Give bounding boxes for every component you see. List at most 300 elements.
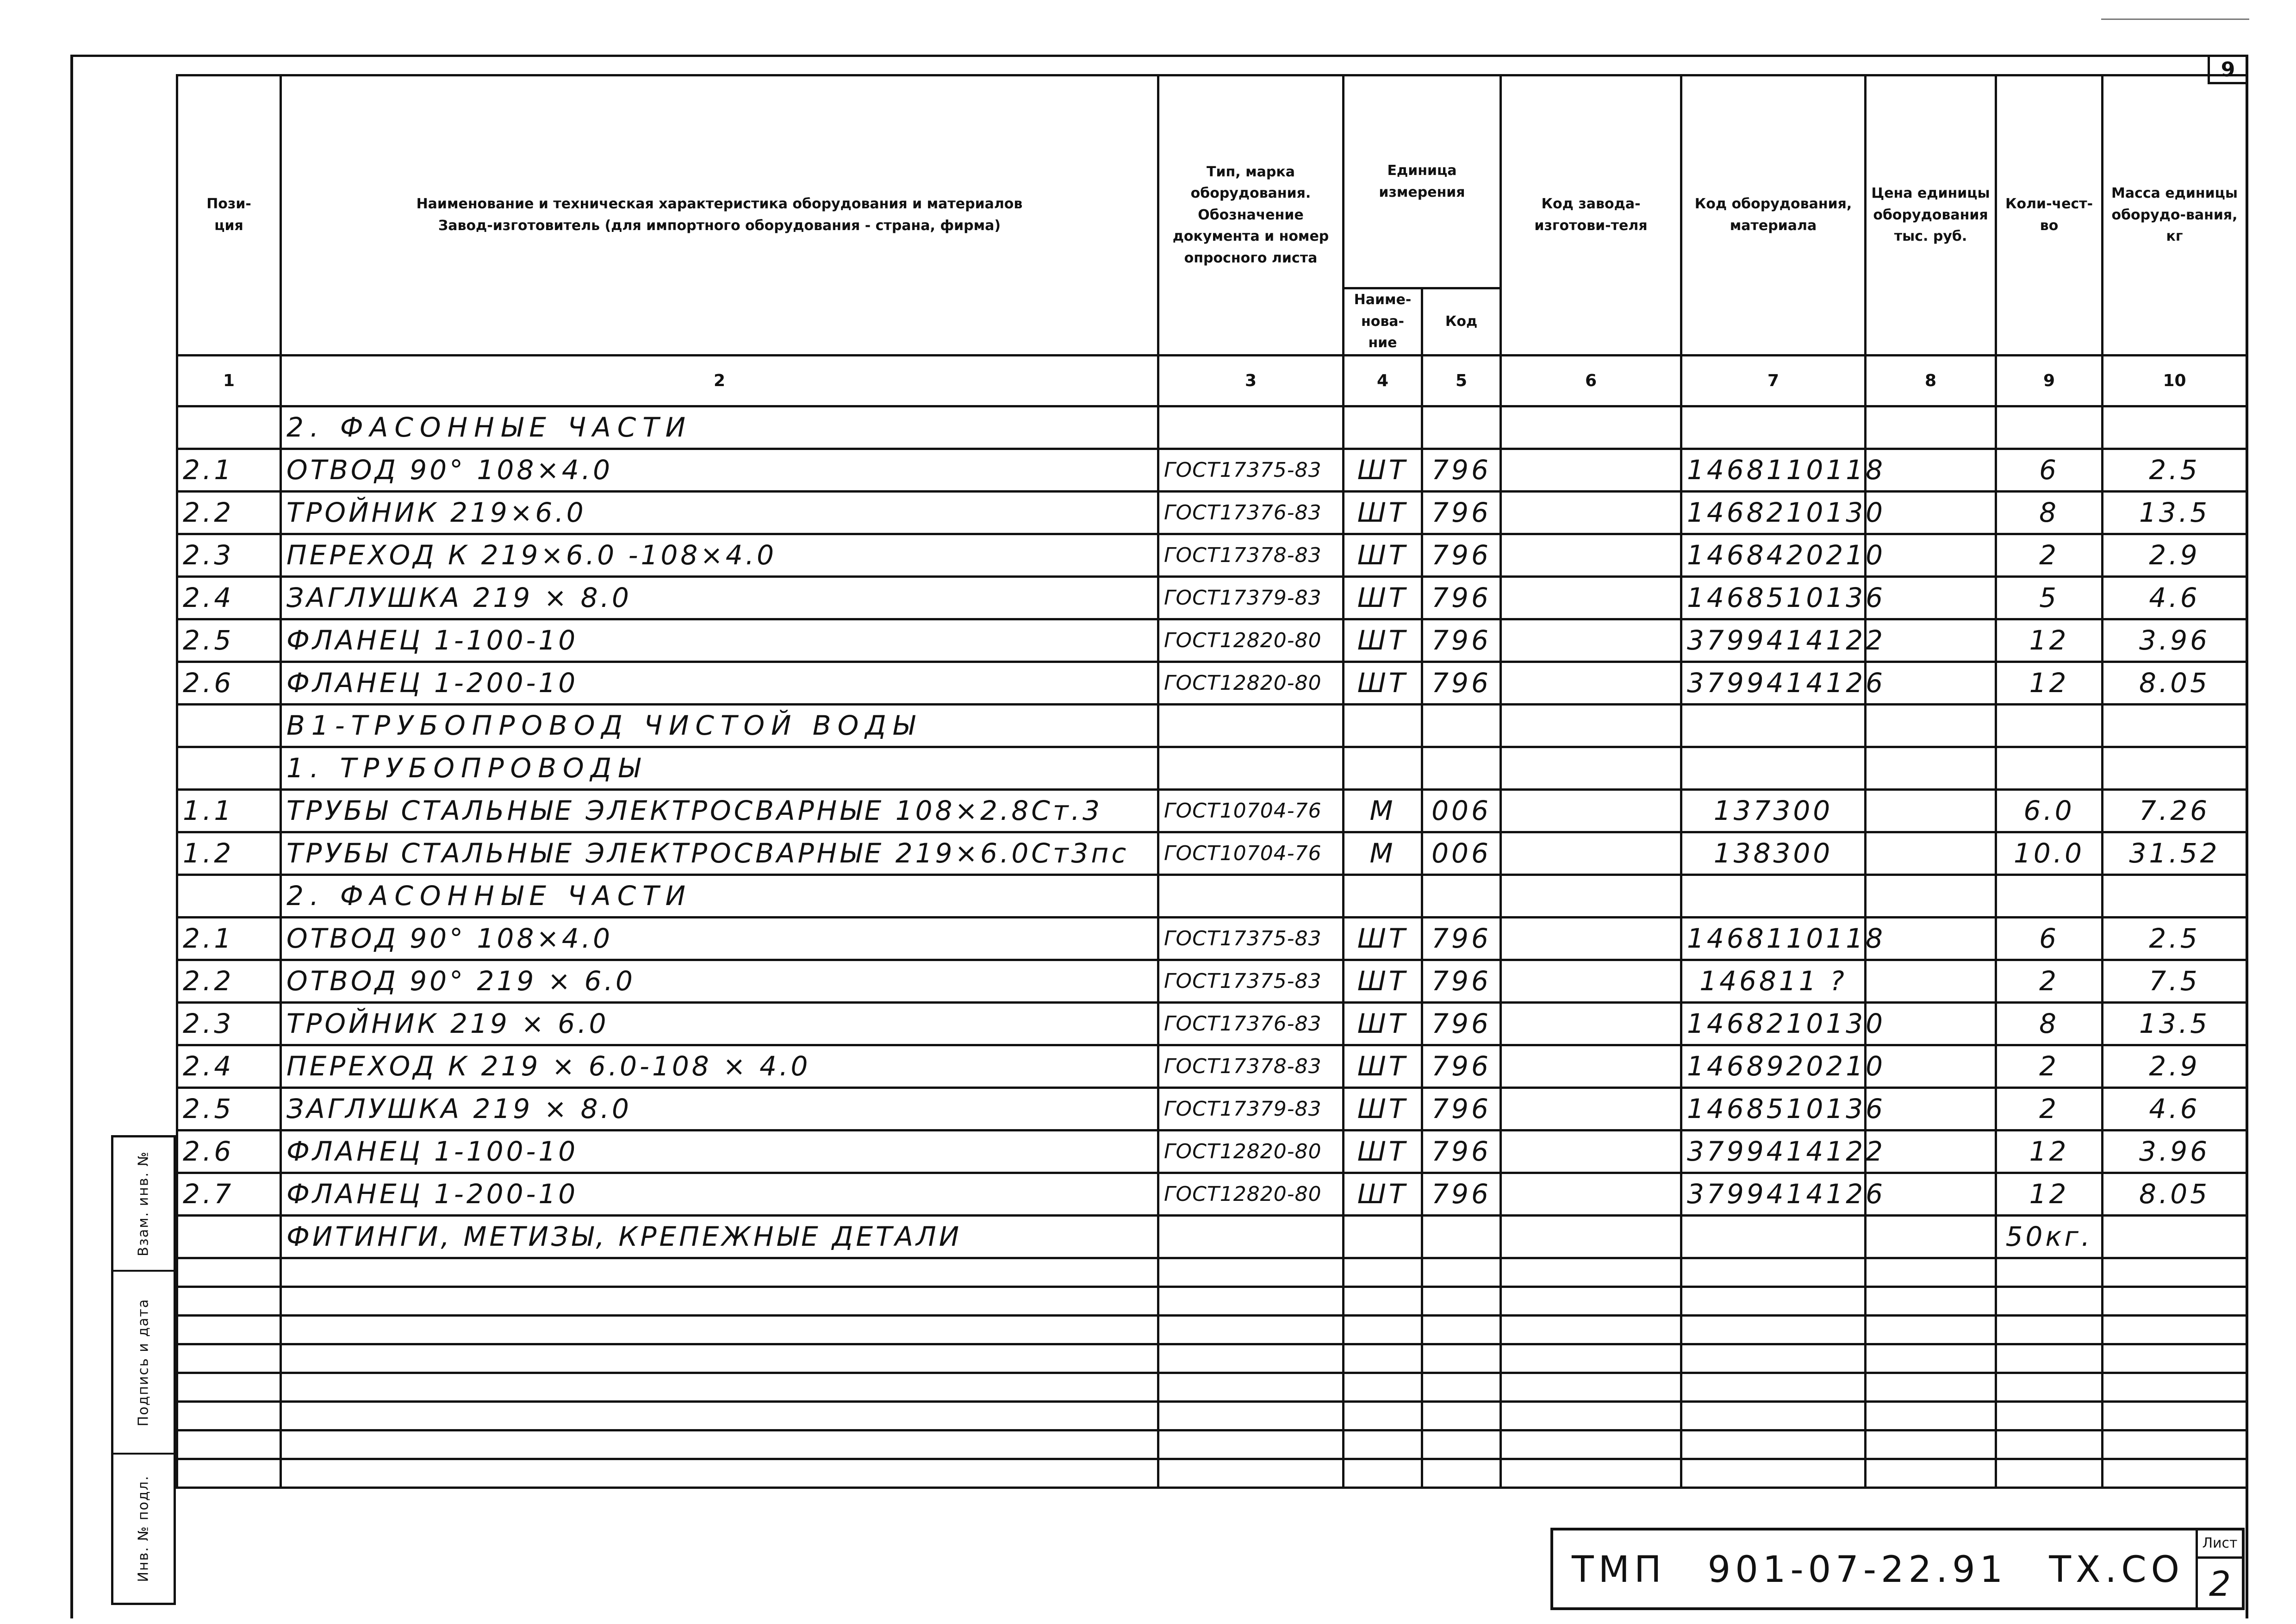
cell-unit-code: [1422, 1215, 1501, 1258]
table-row: [177, 576, 2247, 619]
empty-row: [177, 1373, 2247, 1401]
cell-mass: [2103, 406, 2247, 449]
empty-cell: [177, 1258, 281, 1287]
column-number: 2: [281, 355, 1158, 406]
cell-document: [1158, 1215, 1344, 1258]
cell-name: ФИТИНГИ, МЕТИЗЫ, КРЕПЕЖНЫЕ ДЕТАЛИ: [281, 1215, 1158, 1258]
cell-unit-code: 796: [1422, 576, 1501, 619]
cell-document: ГОСТ17378-83: [1158, 534, 1344, 576]
cell-position: 2.4: [177, 1045, 281, 1087]
empty-cell: [1344, 1430, 1422, 1459]
table-body: [177, 355, 2247, 1487]
cell-equipment-code: [1681, 406, 1866, 449]
cell-unit: М: [1344, 789, 1422, 832]
cell-unit: ШТ: [1344, 1087, 1422, 1130]
empty-cell: [1344, 1344, 1422, 1373]
cell-unit-code: 796: [1422, 534, 1501, 576]
cell-mass: 13.5: [2103, 1002, 2247, 1045]
cell-position: 2.4: [177, 576, 281, 619]
cell-unit-code: 796: [1422, 1002, 1501, 1045]
cell-mass: [2103, 747, 2247, 789]
cell-document: ГОСТ12820-80: [1158, 1130, 1344, 1173]
cell-document: [1158, 406, 1344, 449]
specification-table: [176, 74, 2248, 1489]
cell-equipment-code: 1468510136: [1681, 576, 1866, 619]
header-name: [281, 75, 1158, 356]
empty-cell: [1501, 1373, 1681, 1401]
cell-equipment-code: 3799414126: [1681, 662, 1866, 704]
cell-unit-code: 796: [1422, 662, 1501, 704]
cell-mass: 4.6: [2103, 576, 2247, 619]
cell-name: 2. ФАСОННЫЕ ЧАСТИ: [281, 874, 1158, 917]
empty-cell: [1996, 1401, 2103, 1430]
empty-cell: [1681, 1344, 1866, 1373]
header-name-line2: Завод-изготовитель (для импортного оборудования - страна, фирма): [438, 217, 1001, 234]
cell-unit: ШТ: [1344, 1002, 1422, 1045]
cell-price: [1866, 789, 1996, 832]
cell-equipment-code: 146811 ?: [1681, 960, 1866, 1002]
cell-name: ТРОЙНИК 219×6.0: [281, 491, 1158, 534]
empty-cell: [1866, 1373, 1996, 1401]
empty-cell: [1501, 1459, 1681, 1487]
header-unit-code: Код: [1422, 288, 1501, 356]
cell-mass: 7.26: [2103, 789, 2247, 832]
sheet-label: Лист: [2198, 1530, 2242, 1559]
cell-unit: ШТ: [1344, 576, 1422, 619]
cell-equipment-code: 138300: [1681, 832, 1866, 874]
empty-cell: [1996, 1344, 2103, 1373]
cell-equipment-code: 3799414126: [1681, 1173, 1866, 1215]
empty-cell: [1996, 1430, 2103, 1459]
side-stamp-vzam-cell: [113, 1137, 174, 1272]
table-row: [177, 960, 2247, 1002]
cell-position: 2.2: [177, 491, 281, 534]
column-number: 10: [2103, 355, 2247, 406]
cell-name: ФЛАНЕЦ 1-100-10: [281, 619, 1158, 662]
cell-unit-code: [1422, 704, 1501, 747]
cell-mass: 2.5: [2103, 917, 2247, 960]
cell-quantity: 5: [1996, 576, 2103, 619]
document-prefix: ТМП: [1572, 1549, 1666, 1591]
table-row: [177, 491, 2247, 534]
empty-cell: [1501, 1315, 1681, 1344]
empty-cell: [1866, 1315, 1996, 1344]
cell-unit-code: 796: [1422, 1045, 1501, 1087]
empty-cell: [281, 1430, 1158, 1459]
section-row: [177, 704, 2247, 747]
empty-cell: [1681, 1459, 1866, 1487]
column-number: 4: [1344, 355, 1422, 406]
header-name-line1: Наименование и техническая характеристика оборудования и материалов: [416, 196, 1023, 212]
cell-quantity: 2: [1996, 1087, 2103, 1130]
header-type: Тип, марка оборудования. Обозначение документа и номер опросного листа: [1158, 75, 1344, 356]
cell-unit: М: [1344, 832, 1422, 874]
cell-position: [177, 1215, 281, 1258]
cell-mfr-code: [1501, 1045, 1681, 1087]
cell-unit-code: 796: [1422, 449, 1501, 491]
empty-cell: [2103, 1459, 2247, 1487]
table-row: [177, 619, 2247, 662]
cell-document: ГОСТ17375-83: [1158, 449, 1344, 491]
cell-unit-code: 796: [1422, 917, 1501, 960]
cell-position: 2.5: [177, 1087, 281, 1130]
table-row: [177, 449, 2247, 491]
empty-cell: [1422, 1373, 1501, 1401]
cell-price: [1866, 406, 1996, 449]
side-stamp-podpis-label: Подпись и дата: [135, 1298, 152, 1426]
side-stamp-podpis-cell: [113, 1272, 174, 1455]
cell-mfr-code: [1501, 576, 1681, 619]
scan-mark-line: [2101, 19, 2249, 20]
document-number: 901-07-22.91: [1707, 1549, 2008, 1591]
cell-price: [1866, 874, 1996, 917]
cell-mass: 2.9: [2103, 1045, 2247, 1087]
cell-quantity: 12: [1996, 619, 2103, 662]
empty-cell: [2103, 1373, 2247, 1401]
cell-mfr-code: [1501, 960, 1681, 1002]
empty-cell: [1158, 1344, 1344, 1373]
cell-quantity: 12: [1996, 1130, 2103, 1173]
empty-cell: [1681, 1430, 1866, 1459]
cell-unit: ШТ: [1344, 1045, 1422, 1087]
empty-cell: [1344, 1373, 1422, 1401]
cell-position: 2.7: [177, 1173, 281, 1215]
empty-cell: [281, 1258, 1158, 1287]
empty-cell: [177, 1430, 281, 1459]
empty-row: [177, 1459, 2247, 1487]
cell-unit: [1344, 406, 1422, 449]
empty-cell: [177, 1287, 281, 1315]
empty-cell: [1422, 1401, 1501, 1430]
cell-mass: 3.96: [2103, 619, 2247, 662]
empty-cell: [1158, 1430, 1344, 1459]
cell-document: [1158, 747, 1344, 789]
empty-cell: [1866, 1344, 1996, 1373]
cell-price: [1866, 747, 1996, 789]
cell-unit: ШТ: [1344, 960, 1422, 1002]
side-stamp-vzam-label: Взам. инв. №: [135, 1151, 152, 1256]
cell-position: 2.6: [177, 1130, 281, 1173]
empty-cell: [1681, 1315, 1866, 1344]
cell-equipment-code: 1468110118: [1681, 449, 1866, 491]
cell-equipment-code: [1681, 1215, 1866, 1258]
cell-name: ПЕРЕХОД К 219 × 6.0-108 × 4.0: [281, 1045, 1158, 1087]
cell-position: 2.1: [177, 449, 281, 491]
sheet-number: 2: [2209, 1564, 2231, 1604]
cell-position: 1.1: [177, 789, 281, 832]
empty-cell: [1422, 1287, 1501, 1315]
document-suffix: ТХ.СО: [2049, 1549, 2184, 1591]
empty-cell: [1422, 1344, 1501, 1373]
empty-cell: [1866, 1459, 1996, 1487]
cell-document: [1158, 874, 1344, 917]
cell-unit: [1344, 704, 1422, 747]
empty-cell: [281, 1459, 1158, 1487]
cell-equipment-code: [1681, 874, 1866, 917]
empty-cell: [1344, 1459, 1422, 1487]
cell-position: [177, 704, 281, 747]
cell-name: 1. ТРУБОПРОВОДЫ: [281, 747, 1158, 789]
empty-cell: [177, 1344, 281, 1373]
section-row: [177, 406, 2247, 449]
cell-mass: 2.5: [2103, 449, 2247, 491]
cell-unit-code: 006: [1422, 789, 1501, 832]
cell-name: ФЛАНЕЦ 1-200-10: [281, 1173, 1158, 1215]
empty-cell: [1681, 1287, 1866, 1315]
column-number: 8: [1866, 355, 1996, 406]
empty-cell: [1866, 1258, 1996, 1287]
empty-cell: [177, 1315, 281, 1344]
empty-cell: [1866, 1401, 1996, 1430]
empty-cell: [281, 1287, 1158, 1315]
cell-name: ОТВОД 90° 219 × 6.0: [281, 960, 1158, 1002]
empty-cell: [1681, 1258, 1866, 1287]
cell-equipment-code: 3799414122: [1681, 619, 1866, 662]
cell-quantity: [1996, 704, 2103, 747]
cell-mfr-code: [1501, 747, 1681, 789]
cell-quantity: 6: [1996, 917, 2103, 960]
sheet-marker: 9: [2208, 55, 2248, 84]
cell-position: 2.3: [177, 1002, 281, 1045]
cell-quantity: 6.0: [1996, 789, 2103, 832]
table-row: [177, 1002, 2247, 1045]
empty-row: [177, 1258, 2247, 1287]
cell-document: ГОСТ10704-76: [1158, 789, 1344, 832]
cell-mass: 3.96: [2103, 1130, 2247, 1173]
cell-position: [177, 874, 281, 917]
empty-cell: [1996, 1459, 2103, 1487]
cell-mfr-code: [1501, 1215, 1681, 1258]
empty-cell: [1422, 1459, 1501, 1487]
cell-document: [1158, 704, 1344, 747]
cell-position: 2.2: [177, 960, 281, 1002]
cell-name: ПЕРЕХОД К 219×6.0 -108×4.0: [281, 534, 1158, 576]
cell-position: [177, 747, 281, 789]
cell-mass: 2.9: [2103, 534, 2247, 576]
empty-cell: [177, 1459, 281, 1487]
empty-cell: [1501, 1258, 1681, 1287]
cell-price: [1866, 832, 1996, 874]
side-stamp-inv-cell: [113, 1455, 174, 1603]
cell-quantity: 2: [1996, 1045, 2103, 1087]
cell-unit: ШТ: [1344, 1130, 1422, 1173]
table-row: [177, 1130, 2247, 1173]
cell-quantity: 50кг.: [1996, 1215, 2103, 1258]
cell-unit: ШТ: [1344, 449, 1422, 491]
table-row: [177, 917, 2247, 960]
cell-mass: 13.5: [2103, 491, 2247, 534]
cell-quantity: 2: [1996, 960, 2103, 1002]
empty-cell: [2103, 1401, 2247, 1430]
cell-position: [177, 406, 281, 449]
cell-mfr-code: [1501, 406, 1681, 449]
cell-position: 2.3: [177, 534, 281, 576]
cell-unit-code: [1422, 747, 1501, 789]
cell-equipment-code: 3799414122: [1681, 1130, 1866, 1173]
empty-row: [177, 1430, 2247, 1459]
empty-cell: [1501, 1287, 1681, 1315]
table-row: [177, 832, 2247, 874]
empty-cell: [2103, 1315, 2247, 1344]
empty-cell: [1501, 1344, 1681, 1373]
cell-name: ФЛАНЕЦ 1-200-10: [281, 662, 1158, 704]
cell-name: ОТВОД 90° 108×4.0: [281, 449, 1158, 491]
cell-name: 2. ФАСОННЫЕ ЧАСТИ: [281, 406, 1158, 449]
cell-mass: 8.05: [2103, 1173, 2247, 1215]
cell-quantity: 8: [1996, 1002, 2103, 1045]
cell-mfr-code: [1501, 1087, 1681, 1130]
cell-document: ГОСТ12820-80: [1158, 662, 1344, 704]
cell-document: ГОСТ17375-83: [1158, 917, 1344, 960]
header-price: Цена единицы оборудования тыс. руб.: [1866, 75, 1996, 356]
empty-cell: [1996, 1373, 2103, 1401]
cell-quantity: 8: [1996, 491, 2103, 534]
cell-mass: 7.5: [2103, 960, 2247, 1002]
empty-cell: [1501, 1401, 1681, 1430]
cell-unit: [1344, 1215, 1422, 1258]
cell-unit: ШТ: [1344, 619, 1422, 662]
empty-cell: [2103, 1344, 2247, 1373]
cell-equipment-code: [1681, 704, 1866, 747]
cell-name: ЗАГЛУШКА 219 × 8.0: [281, 1087, 1158, 1130]
cell-document: ГОСТ12820-80: [1158, 1173, 1344, 1215]
cell-mfr-code: [1501, 662, 1681, 704]
cell-unit-code: 796: [1422, 960, 1501, 1002]
empty-cell: [1344, 1315, 1422, 1344]
empty-cell: [1158, 1373, 1344, 1401]
table-row: [177, 789, 2247, 832]
empty-cell: [281, 1373, 1158, 1401]
cell-document: ГОСТ17376-83: [1158, 491, 1344, 534]
table-row: [177, 662, 2247, 704]
cell-document: ГОСТ17378-83: [1158, 1045, 1344, 1087]
empty-cell: [281, 1315, 1158, 1344]
cell-unit-code: 796: [1422, 619, 1501, 662]
cell-quantity: 12: [1996, 662, 2103, 704]
cell-mfr-code: [1501, 491, 1681, 534]
cell-name: ЗАГЛУШКА 219 × 8.0: [281, 576, 1158, 619]
empty-cell: [1996, 1287, 2103, 1315]
empty-cell: [177, 1401, 281, 1430]
empty-cell: [1866, 1430, 1996, 1459]
cell-name: В1-ТРУБОПРОВОД ЧИСТОЙ ВОДЫ: [281, 704, 1158, 747]
empty-cell: [1158, 1258, 1344, 1287]
cell-mfr-code: [1501, 704, 1681, 747]
cell-unit-code: 006: [1422, 832, 1501, 874]
cell-document: ГОСТ17375-83: [1158, 960, 1344, 1002]
cell-unit: [1344, 874, 1422, 917]
header-unit-name: Наиме-нова-ние: [1344, 288, 1422, 356]
empty-cell: [2103, 1258, 2247, 1287]
cell-mfr-code: [1501, 534, 1681, 576]
cell-equipment-code: 1468110118: [1681, 917, 1866, 960]
cell-quantity: 10.0: [1996, 832, 2103, 874]
empty-cell: [1501, 1430, 1681, 1459]
cell-mass: 8.05: [2103, 662, 2247, 704]
column-number: 6: [1501, 355, 1681, 406]
table-row: [177, 1215, 2247, 1258]
empty-cell: [1996, 1315, 2103, 1344]
cell-mass: [2103, 874, 2247, 917]
cell-equipment-code: 1468510136: [1681, 1087, 1866, 1130]
cell-price: [1866, 704, 1996, 747]
cell-unit: [1344, 747, 1422, 789]
empty-cell: [1422, 1430, 1501, 1459]
cell-mfr-code: [1501, 874, 1681, 917]
cell-equipment-code: 137300: [1681, 789, 1866, 832]
side-stamp: [111, 1135, 176, 1605]
cell-document: ГОСТ12820-80: [1158, 619, 1344, 662]
cell-mass: 31.52: [2103, 832, 2247, 874]
empty-row: [177, 1315, 2247, 1344]
empty-cell: [1866, 1287, 1996, 1315]
cell-document: ГОСТ17379-83: [1158, 1087, 1344, 1130]
side-stamp-inv-label: Инв. № подл.: [135, 1475, 152, 1582]
column-number: 1: [177, 355, 281, 406]
header-equipment-code: Код оборудования, материала: [1681, 75, 1866, 356]
empty-cell: [1344, 1401, 1422, 1430]
header-mfr-code: Код завода-изготови-теля: [1501, 75, 1681, 356]
empty-cell: [1996, 1258, 2103, 1287]
cell-mass: [2103, 704, 2247, 747]
cell-quantity: 12: [1996, 1173, 2103, 1215]
empty-cell: [1681, 1401, 1866, 1430]
header-quantity: Коли-чест-во: [1996, 75, 2103, 356]
empty-cell: [1344, 1287, 1422, 1315]
cell-name: ОТВОД 90° 108×4.0: [281, 917, 1158, 960]
empty-row: [177, 1344, 2247, 1373]
sheet-box: [2196, 1530, 2242, 1607]
table-row: [177, 534, 2247, 576]
cell-mfr-code: [1501, 917, 1681, 960]
empty-cell: [2103, 1287, 2247, 1315]
empty-row: [177, 1401, 2247, 1430]
cell-price: [1866, 1215, 1996, 1258]
empty-cell: [281, 1401, 1158, 1430]
cell-mfr-code: [1501, 1002, 1681, 1045]
cell-equipment-code: 1468920210: [1681, 1045, 1866, 1087]
cell-position: 2.1: [177, 917, 281, 960]
empty-cell: [1344, 1258, 1422, 1287]
cell-unit: ШТ: [1344, 662, 1422, 704]
empty-row: [177, 1287, 2247, 1315]
empty-cell: [2103, 1430, 2247, 1459]
table-header-row: [177, 75, 2247, 288]
cell-quantity: [1996, 406, 2103, 449]
cell-equipment-code: 1468420210: [1681, 534, 1866, 576]
cell-quantity: 2: [1996, 534, 2103, 576]
table-row: [177, 1173, 2247, 1215]
empty-cell: [177, 1373, 281, 1401]
document-code: [1572, 1549, 2184, 1591]
cell-unit-code: 796: [1422, 1087, 1501, 1130]
cell-mfr-code: [1501, 789, 1681, 832]
empty-cell: [1681, 1373, 1866, 1401]
empty-cell: [1158, 1287, 1344, 1315]
cell-equipment-code: [1681, 747, 1866, 789]
section-row: [177, 874, 2247, 917]
column-number: 9: [1996, 355, 2103, 406]
cell-quantity: 6: [1996, 449, 2103, 491]
cell-unit-code: [1422, 874, 1501, 917]
cell-name: ФЛАНЕЦ 1-100-10: [281, 1130, 1158, 1173]
cell-mfr-code: [1501, 1173, 1681, 1215]
empty-cell: [281, 1344, 1158, 1373]
column-number: 3: [1158, 355, 1344, 406]
cell-name: ТРУБЫ СТАЛЬНЫЕ ЭЛЕКТРОСВАРНЫЕ 219×6.0Ст3пс: [281, 832, 1158, 874]
cell-price: [1866, 960, 1996, 1002]
cell-unit: ШТ: [1344, 1173, 1422, 1215]
